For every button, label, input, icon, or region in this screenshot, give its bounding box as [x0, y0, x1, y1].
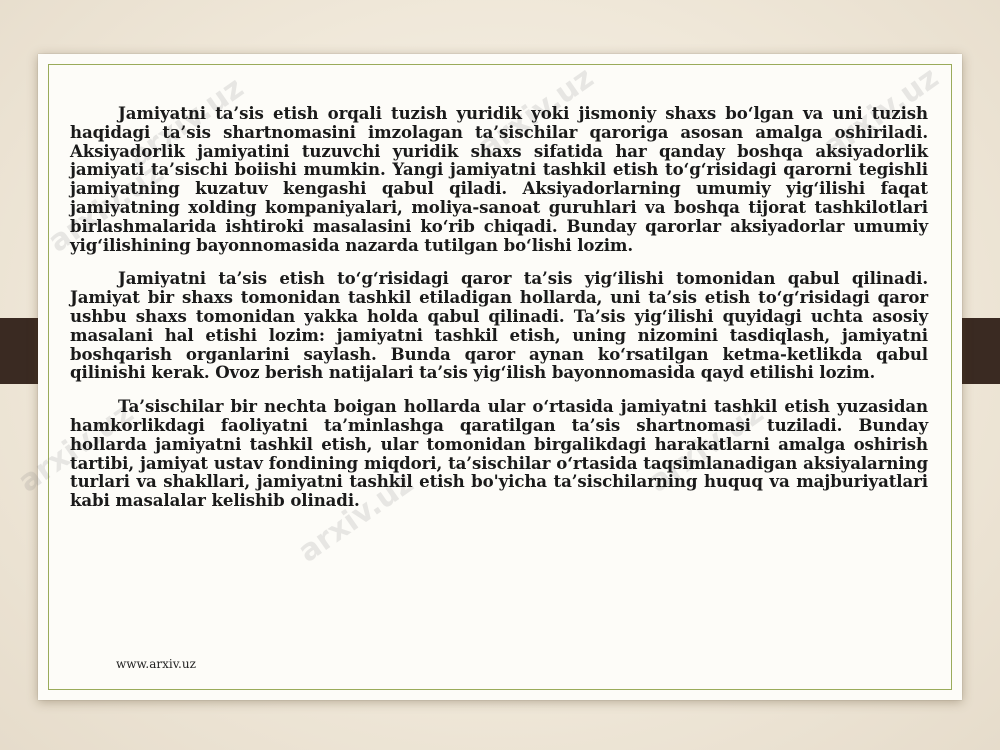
- paragraph: Jamiyatni ta’sis etish orqali tuzish yuridik yoki jismoniy shaxs bo‘lgan va uni tuzish haqidagi ta’sis shartnomasini imzolagan ta’sischilar qaroriga asosan amalga oshiriladi. Aksiyadorlik jamiyatini tuzuvchi yuridik shaxs sifatida har qanday boshqa aksiyadorlik jamiyati ta’sischi boiishi mumkin. Yangi jamiyatni tashkil etish to‘g‘risidagi qarorni tegishli jamiyatning kuzatuv kengashi qabul qiladi. Aksiyadorlarning umumiy yig‘ilishi faqat jamiyatning xolding kompaniyalari, moliya-sanoat guruhlari va boshqa tijorat tashkilotlari birlashmalarida ishtiroki masalasini ko‘rib chiqadi. Bunday qarorlar aksiyadorlar umumiy yig‘ilishining bayonnomasida nazarda tutilgan bo‘lishi lozim.: [70, 103, 928, 255]
- paragraph: Jamiyatni ta’sis etish to‘g‘risidagi qaror ta’sis yig‘ilishi tomonidan qabul qilinadi. Jamiyat bir shaxs tomonidan tashkil etiladigan hollarda, uni ta’sis etish to‘g‘risidagi qaror ushbu shaxs tomonidan yakka holda qabul qilinadi. Ta’sis yig‘ilishi quyidagi uchta asosiy masalani hal etishi lozim: jamiyatni tashkil etish, uning nizomini tasdiqlash, jamiyatni boshqarish organlarini saylash. Bunda qaror aynan ko‘rsatilgan ketma-ketlikda qabul qilinishi kerak. Ovoz berish natijalari ta’sis yig‘ilish bayonnomasida qayd etilishi lozim.: [70, 268, 928, 383]
- footer-url: www.arxiv.uz: [116, 657, 196, 671]
- document-body: [70, 104, 928, 525]
- paragraph: Ta’sischilar bir nechta boigan hollarda ular o‘rtasida jamiyatni tashkil etish yuzasidan hamkorlikdagi faoliyatni ta’minlashga qaratilgan ta’sis shartnomasi tuziladi. Bunday hollarda jamiyatni tashkil etish, ular tomonidan birgalikdagi harakatlarni amalga oshirish tartibi, jamiyat ustav fondining miqdori, ta’sischilar o‘rtasida taqsimlanadigan aksiyalarning turlari va shakllari, jamiyatni tashkil etish bo'yicha ta’sischilarning huquq va majburiyatlari kabi masalalar kelishib olinadi.: [70, 396, 928, 511]
